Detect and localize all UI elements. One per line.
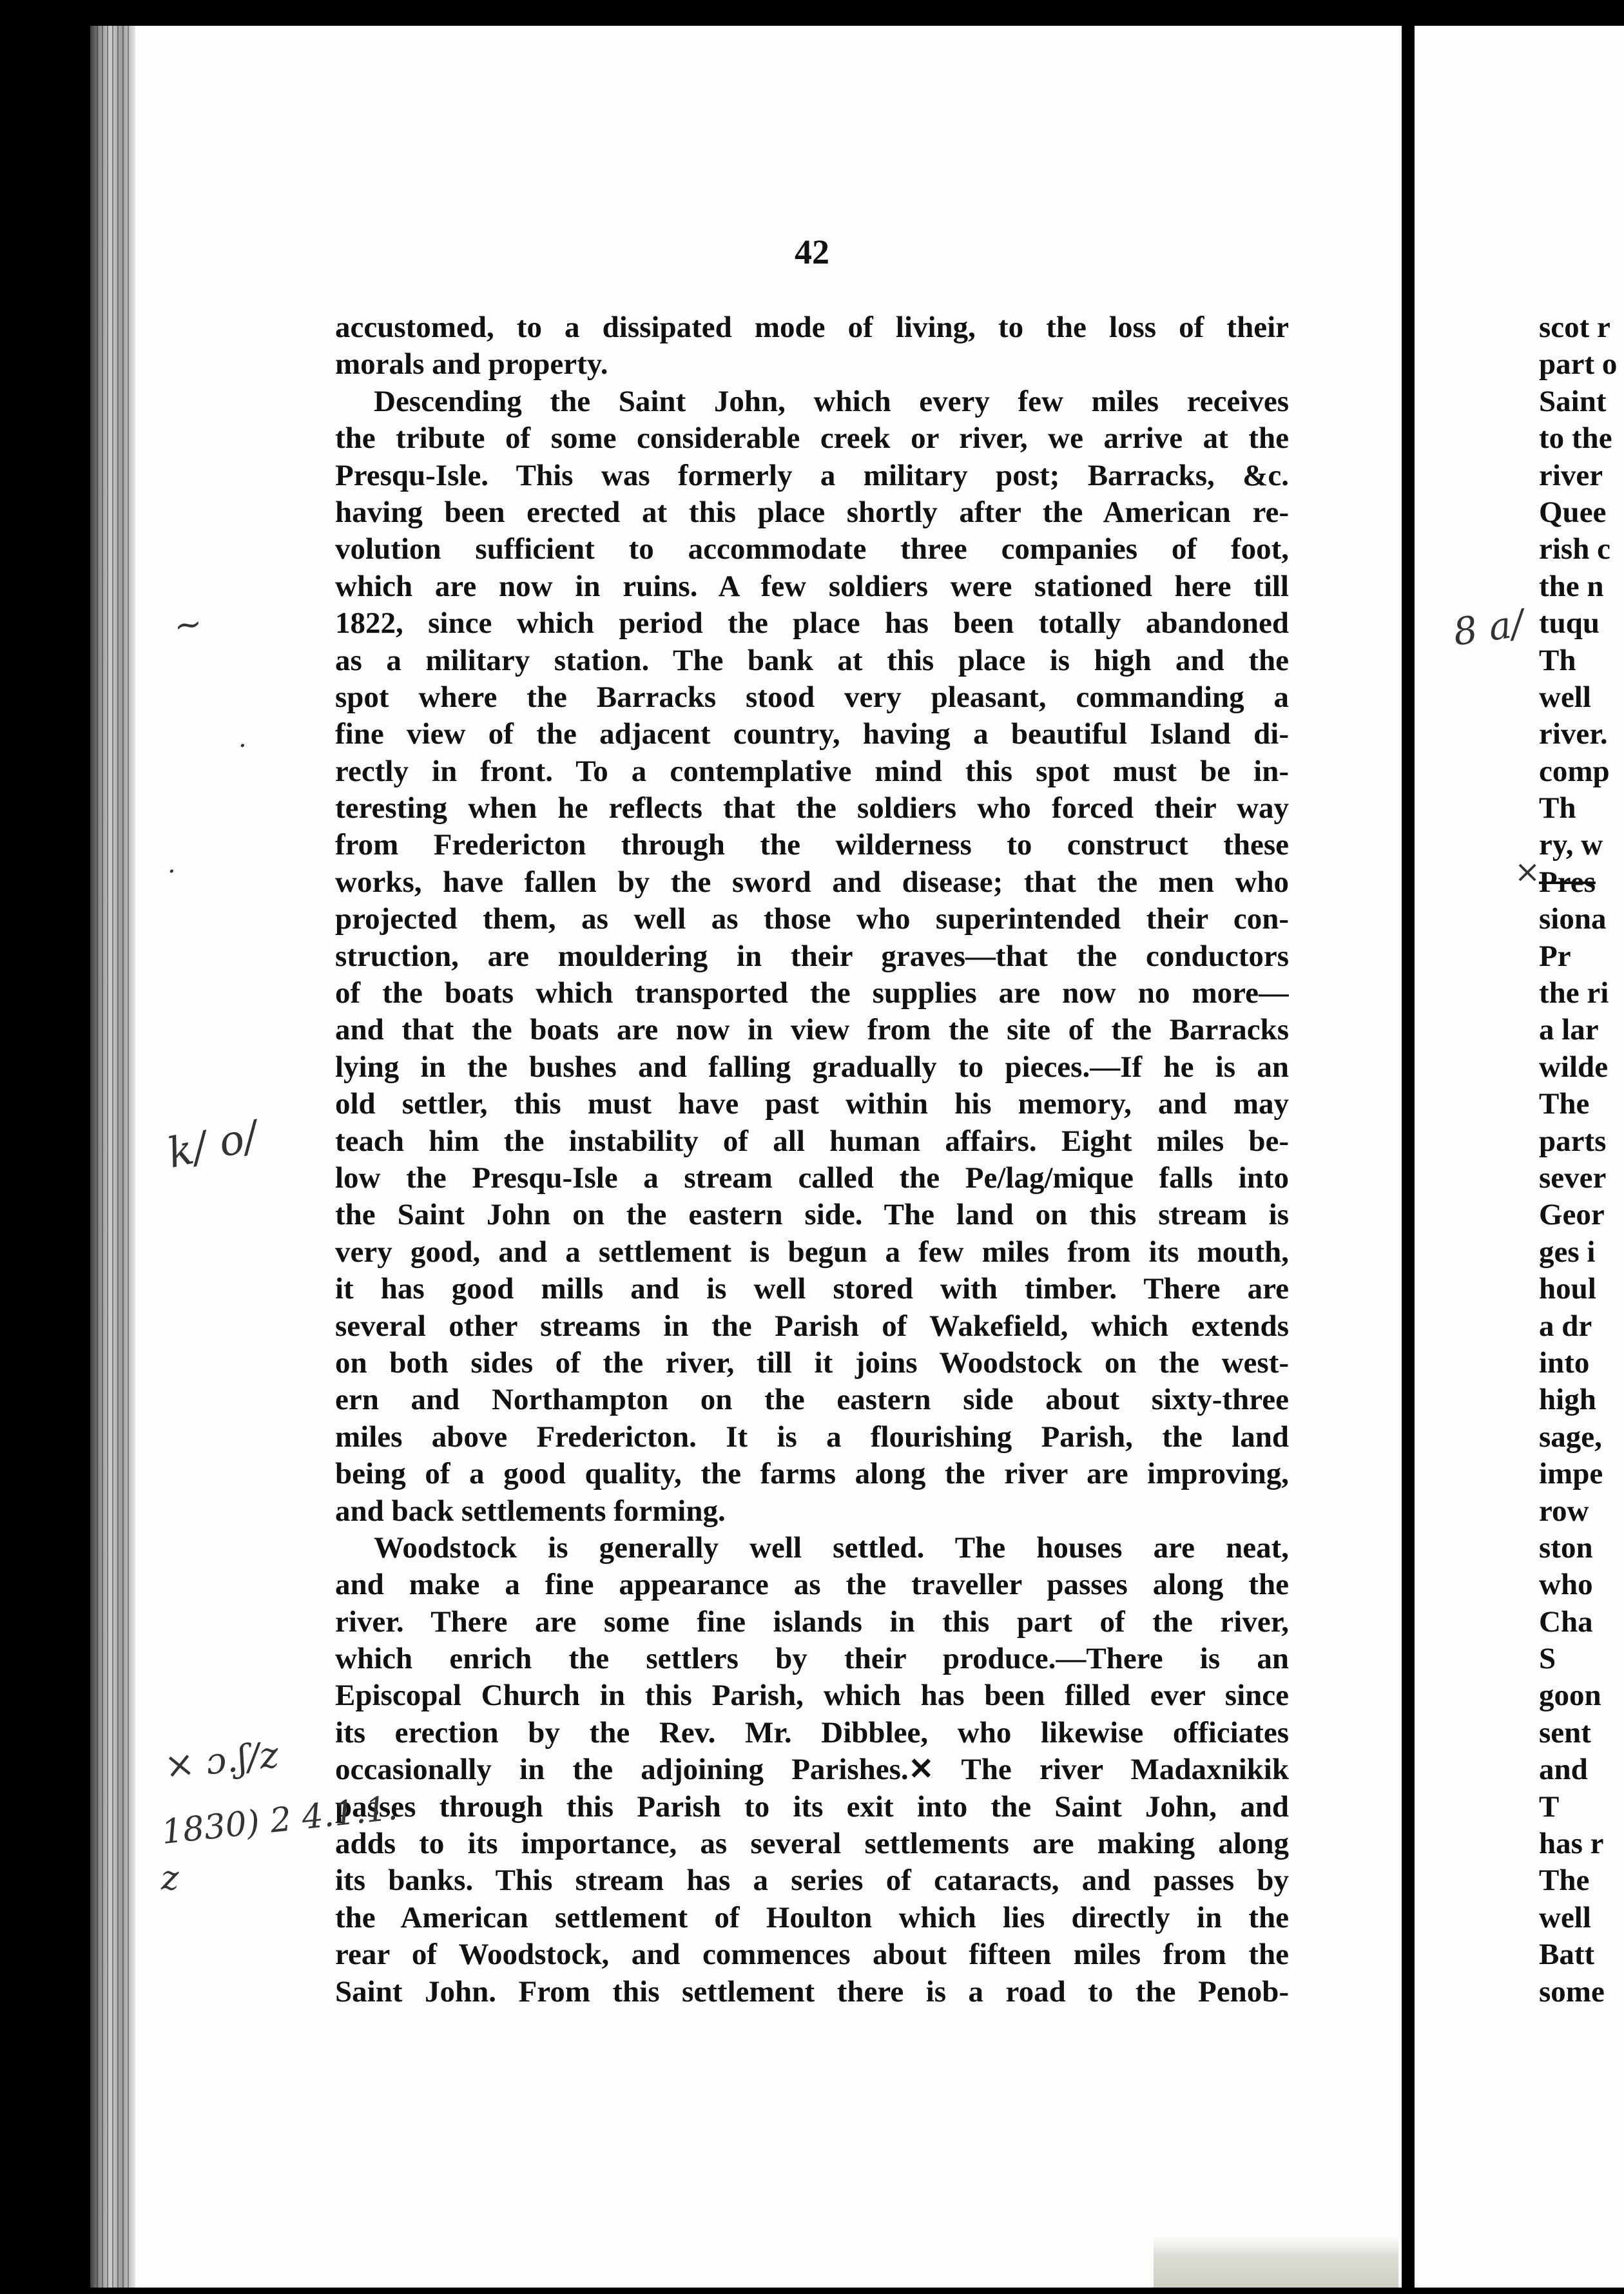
right-text-line: to the <box>1539 421 1612 456</box>
text-line: very good, and a settlement is begun a few miles from its mouth, <box>335 1235 1289 1269</box>
right-text-line: scot r <box>1539 311 1610 344</box>
right-text-line: parts <box>1539 1124 1607 1158</box>
text-line: 1822, since which period the place has been totally abandoned <box>335 606 1289 641</box>
right-text-line: S <box>1539 1642 1556 1676</box>
text-line: adds to its importance, as several settlements are making along <box>335 1827 1289 1861</box>
text-line: the American settlement of Houlton which lies directly in the <box>335 1900 1289 1934</box>
text-line: it has good mills and is well stored with timber. There are <box>335 1272 1289 1306</box>
text-line: having been erected at this place shortly after the American re- <box>335 495 1289 529</box>
text-line: lying in the bushes and falling gradually to pieces.—If he is an <box>335 1050 1289 1084</box>
text-line: morals and property. <box>335 347 608 381</box>
right-text-line: Pr <box>1539 939 1571 973</box>
right-text-line: a lar <box>1539 1013 1599 1047</box>
handwritten-annotation: × ɔ.ʃ/z <box>162 1733 281 1788</box>
right-page-text-block <box>1539 309 1624 2010</box>
right-text-line: ges i <box>1539 1235 1596 1269</box>
right-text-line: The <box>1539 1864 1590 1898</box>
right-text-line: Batt <box>1539 1938 1595 1972</box>
text-line: fine view of the adjacent country, having a beautiful Island di- <box>335 717 1289 751</box>
right-text-line: ry, w <box>1539 828 1603 862</box>
right-text-line: row <box>1539 1494 1589 1528</box>
text-line: as a military station. The bank at this place is high and the <box>335 643 1289 677</box>
text-line: teresting when he reflects that the soldiers who forced their way <box>335 791 1289 825</box>
paper-stain <box>1154 2236 1398 2288</box>
handwritten-annotation: 1830) 2 4.1.1. <box>159 1788 400 1853</box>
text-line: old settler, this must have past within his memory, and may <box>335 1087 1289 1121</box>
text-line: Woodstock is generally well settled. The houses are neat, <box>374 1530 1289 1565</box>
right-text-line: Geor <box>1539 1198 1605 1232</box>
right-text-line: has r <box>1539 1827 1604 1861</box>
handwritten-annotation: 8 a/ <box>1450 601 1527 655</box>
text-line: and that the boats are now in view from the site of the Barracks <box>335 1013 1289 1047</box>
page-number: 42 <box>795 233 829 271</box>
text-line: several other streams in the Parish of Wakefield, which extends <box>335 1309 1289 1343</box>
text-line: Descending the Saint John, which every few miles receives <box>374 384 1289 418</box>
right-text-line: into <box>1539 1345 1590 1380</box>
text-line: teach him the instability of all human affairs. Eight miles be- <box>335 1124 1289 1158</box>
handwritten-mark: ~ <box>171 604 205 646</box>
right-text-line: some <box>1539 1974 1605 2009</box>
right-text-line: well <box>1539 680 1591 714</box>
text-line: from Fredericton through the wilderness to construct these <box>335 828 1289 862</box>
right-text-line: Saint <box>1539 384 1607 418</box>
right-text-line: tuqu <box>1539 606 1600 641</box>
text-line: accustomed, to a dissipated mode of living, to the loss of their <box>335 311 1289 344</box>
right-text-line: Pres <box>1539 865 1596 899</box>
handwritten-mark: · <box>168 857 176 887</box>
right-text-line: Th <box>1539 791 1576 825</box>
right-text-line: rish c <box>1539 532 1610 566</box>
text-line: its erection by the Rev. Mr. Dibblee, who likewise officiates <box>335 1715 1289 1749</box>
text-line: which are now in ruins. A few soldiers were stationed here till <box>335 569 1289 603</box>
right-text-line: river. <box>1539 717 1608 751</box>
right-text-line: the ri <box>1539 976 1609 1010</box>
book-gutter <box>1402 0 1415 2294</box>
text-line: ern and Northampton on the eastern side about sixty-three <box>335 1383 1289 1417</box>
right-text-line: the n <box>1539 569 1604 603</box>
text-line: the Saint John on the eastern side. The land on this stream is <box>335 1198 1289 1232</box>
text-line: volution sufficient to accommodate three companies of foot, <box>335 532 1289 566</box>
right-text-line: ston <box>1539 1530 1593 1565</box>
text-line: works, have fallen by the sword and disease; that the men who <box>335 865 1289 899</box>
text-line: Presqu-Isle. This was formerly a military post; Barracks, &c. <box>335 458 1289 492</box>
text-line: river. There are some fine islands in this part of the river, <box>335 1605 1289 1639</box>
right-text-line: T <box>1539 1789 1560 1824</box>
text-line: and make a fine appearance as the traveller passes along the <box>335 1568 1289 1602</box>
text-line: rectly in front. To a contemplative mind this spot must be in- <box>335 754 1289 788</box>
text-line: spot where the Barracks stood very pleasant, commanding a <box>335 680 1289 714</box>
text-line: the tribute of some considerable creek or river, we arrive at the <box>335 421 1289 456</box>
text-line: of the boats which transported the supplies are now no more— <box>335 976 1289 1010</box>
text-line: and back settlements forming. <box>335 1494 726 1528</box>
right-text-line: houl <box>1539 1272 1596 1306</box>
right-text-line: high <box>1539 1383 1596 1417</box>
handwritten-mark: · <box>238 731 247 761</box>
right-text-line: a dr <box>1539 1309 1592 1343</box>
text-line: miles above Fredericton. It is a flourishing Parish, the land <box>335 1420 1289 1454</box>
right-text-line: sever <box>1539 1161 1607 1195</box>
right-text-line: who <box>1539 1568 1593 1602</box>
right-text-line: The <box>1539 1087 1590 1121</box>
text-line: passes through this Parish to its exit into the Saint John, and <box>335 1789 1289 1824</box>
text-line: being of a good quality, the farms along the river are improving, <box>335 1457 1289 1491</box>
right-text-line: and <box>1539 1753 1588 1787</box>
right-text-line: impe <box>1539 1457 1603 1491</box>
right-text-line: well <box>1539 1900 1591 1934</box>
right-text-line: Quee <box>1539 495 1607 529</box>
right-text-line: comp <box>1539 754 1610 788</box>
right-text-line: sent <box>1539 1715 1591 1749</box>
page-stack-lines <box>97 26 132 2288</box>
text-line: struction, are mouldering in their graves—that the conductors <box>335 939 1289 973</box>
right-text-line: Th <box>1539 643 1576 677</box>
text-line: its banks. This stream has a series of cataracts, and passes by <box>335 1864 1289 1898</box>
right-text-line: wilde <box>1539 1050 1609 1084</box>
main-text-block <box>335 309 1289 2010</box>
text-line: which enrich the settlers by their produce.—There is an <box>335 1642 1289 1676</box>
text-line: projected them, as well as those who superintended their con- <box>335 902 1289 936</box>
text-line: rear of Woodstock, and commences about fifteen miles from the <box>335 1938 1289 1972</box>
right-text-line: Cha <box>1539 1605 1593 1639</box>
handwritten-annotation: z <box>161 1859 179 1898</box>
text-line: occasionally in the adjoining Parishes.✕ The river Madaxnikik <box>335 1753 1289 1787</box>
handwritten-annotation: k/ o/ <box>163 1112 262 1178</box>
right-text-line: sage, <box>1539 1420 1602 1454</box>
text-line: on both sides of the river, till it joins Woodstock on the west- <box>335 1345 1289 1380</box>
right-text-line: part o <box>1539 347 1618 381</box>
handwritten-cross-mark: × <box>1514 854 1541 890</box>
right-text-line: siona <box>1539 902 1607 936</box>
text-line: low the Presqu-Isle a stream called the Pe/lag/mique falls into <box>335 1161 1289 1195</box>
text-line: Episcopal Church in this Parish, which has been filled ever since <box>335 1679 1289 1713</box>
text-line: Saint John. From this settlement there is a road to the Penob- <box>335 1974 1289 2009</box>
right-text-line: goon <box>1539 1679 1601 1713</box>
right-text-line: river <box>1539 458 1603 492</box>
